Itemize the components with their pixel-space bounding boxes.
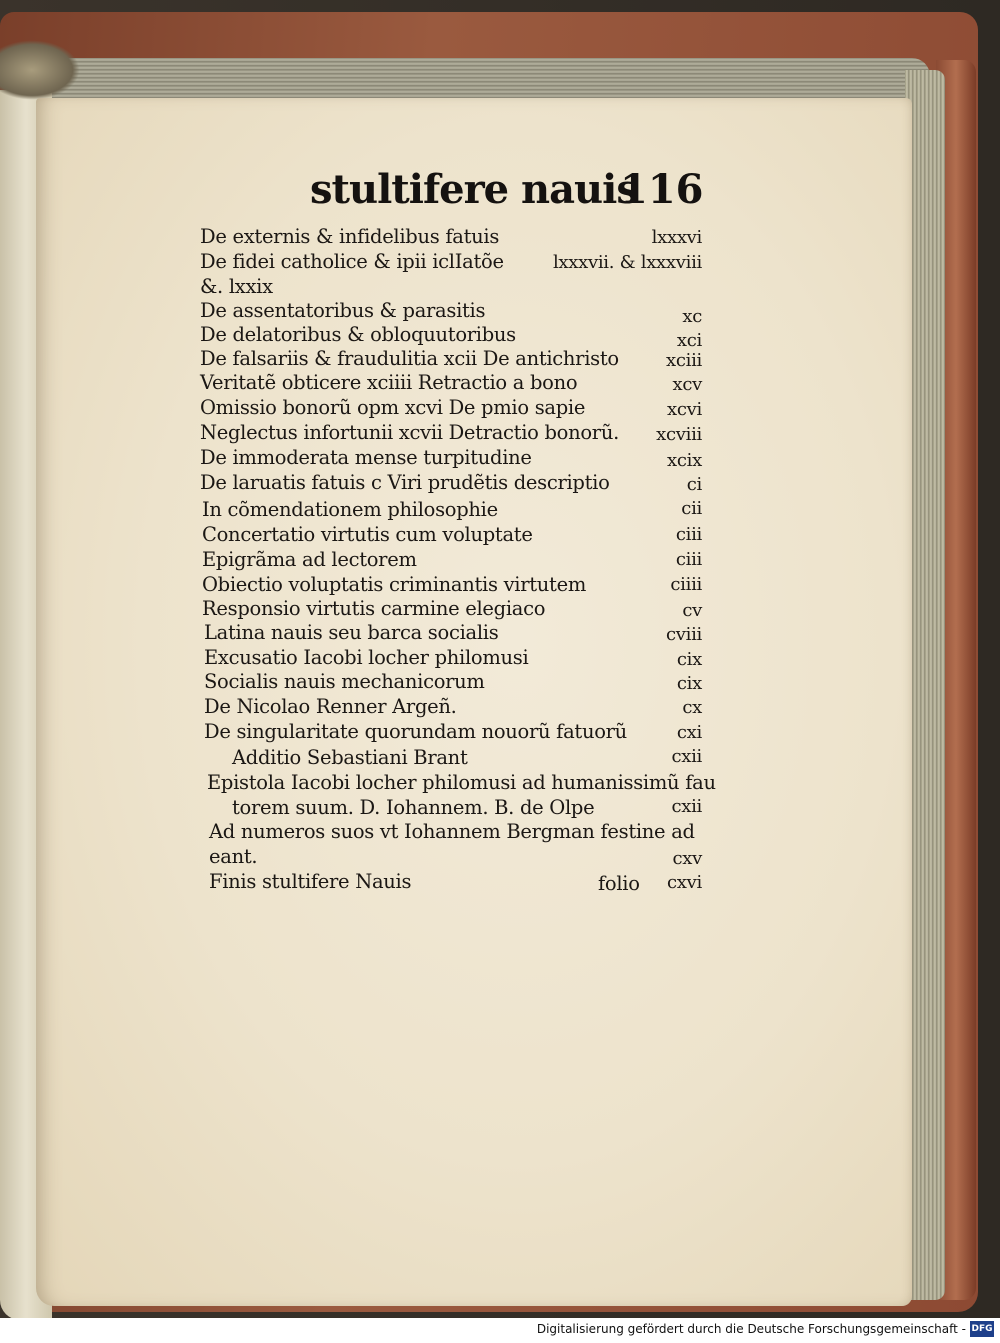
index-entry: De externis & infidelibus fatuis	[200, 225, 500, 248]
index-folio: ciii	[675, 524, 702, 545]
index-folio: cxi	[676, 722, 702, 743]
index-folio: lxxxvii. & lxxxviii	[552, 252, 702, 273]
index-entry: Epigrãma ad lectorem	[202, 548, 417, 571]
index-folio: cviii	[665, 624, 702, 645]
index-folio: cii	[681, 498, 702, 519]
running-title: stultifere nauis	[310, 166, 638, 213]
index-folio: xcvi	[667, 399, 702, 420]
index-folio: xcviii	[656, 424, 702, 445]
index-folio: cxv	[672, 848, 702, 869]
index-entry: torem suum. D. Iohannem. B. de Olpe	[232, 796, 595, 819]
index-entry: Latina nauis seu barca socialis	[204, 621, 499, 644]
index-entry: Excusatio Iacobi locher philomusi	[204, 646, 529, 669]
funding-credit: Digitalisierung gefördert durch die Deutsche Forschungsgemeinschaft -	[536, 1322, 966, 1336]
index-entry: Socialis nauis mechanicorum	[204, 670, 485, 693]
index-entry: eant.	[209, 845, 258, 868]
index-entry: Neglectus infortunii xcvii Detractio bonorũ.	[200, 421, 619, 444]
index-folio: cxvi	[667, 872, 702, 893]
index-folio: cv	[682, 600, 702, 621]
index-folio: lxxxvi	[651, 227, 702, 248]
index-entry: Finis stultifere Nauis	[209, 870, 412, 893]
index-entry: Veritatẽ obticere xciiii Retractio a bono	[200, 371, 578, 394]
index-folio: xcix	[667, 450, 702, 471]
index-folio: cix	[676, 649, 702, 670]
index-entry: De assentatoribus & parasitis	[200, 299, 486, 322]
index-entry: De immoderata mense turpitudine	[200, 446, 532, 469]
folio-number: 116	[620, 166, 704, 213]
index-folio: cxii	[671, 746, 702, 767]
index-folio: cix	[676, 673, 702, 694]
index-folio: ciii	[675, 549, 702, 570]
index-entry: Additio Sebastiani Brant	[232, 746, 468, 769]
index-entry: De falsariis & fraudulitia xcii De antichristo	[200, 347, 619, 370]
index-entry: Concertatio virtutis cum voluptate	[202, 523, 533, 546]
index-entry: Epistola Iacobi locher philomusi ad humanissimũ fau	[207, 771, 716, 794]
index-entry: Obiectio voluptatis criminantis virtutem	[202, 573, 587, 596]
index-folio: xcv	[672, 374, 702, 395]
index-entry: Responsio virtutis carmine elegiaco	[202, 597, 546, 620]
index-folio: ciiii	[670, 574, 702, 595]
index-folio: xci	[676, 330, 702, 351]
index-entry: Ad numeros suos vt Iohannem Bergman festine ad	[209, 820, 695, 843]
binding-cord	[0, 40, 80, 100]
index-entry: De Nicolao Renner Argeñ.	[204, 695, 457, 718]
index-folio: xc	[682, 306, 702, 327]
index-entry: De fidei catholice & ipii iclIatõe	[200, 250, 504, 273]
dfg-logo: DFG	[970, 1321, 994, 1337]
index-entry: De singularitate quorundam nouorũ fatuorũ	[204, 720, 627, 743]
index-label: folio	[598, 872, 640, 895]
index-entry: De laruatis fatuis c Viri prudẽtis descriptio	[200, 471, 610, 494]
index-entry: &. lxxix	[200, 275, 273, 298]
index-folio: ci	[686, 474, 702, 495]
index-folio: xciii	[665, 350, 702, 371]
index-entry: De delatoribus & obloquutoribus	[200, 323, 516, 346]
index-folio: cx	[682, 697, 702, 718]
index-entry: Omissio bonorũ opm xcvi De pmio sapie	[200, 396, 586, 419]
index-entry: In cõmendationem philosophie	[202, 498, 498, 521]
index-folio: cxii	[671, 796, 702, 817]
book-page	[36, 98, 912, 1306]
